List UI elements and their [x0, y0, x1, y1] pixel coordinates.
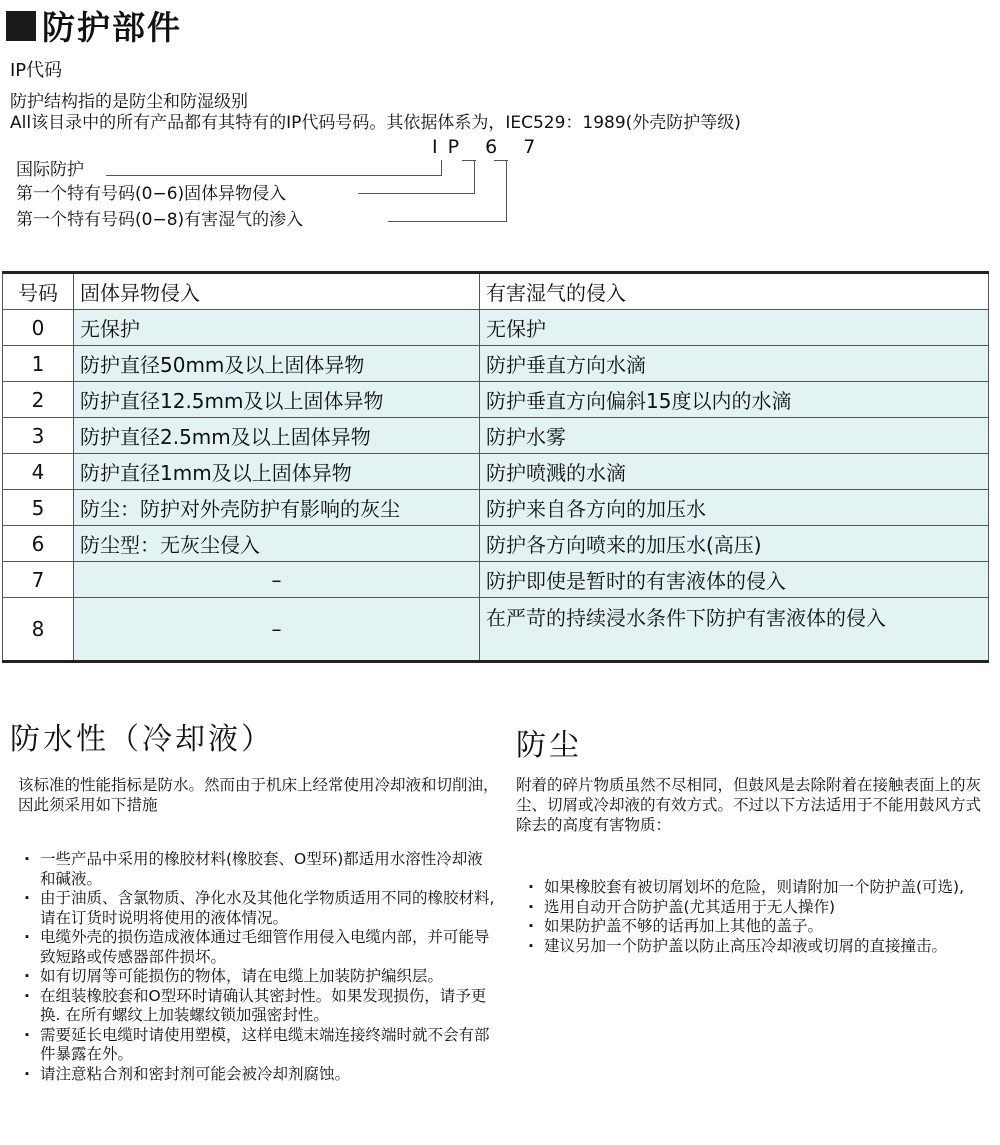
row-code: 5 [3, 490, 74, 526]
table-row [3, 310, 989, 346]
row-moisture: 防护水雾 [480, 418, 989, 454]
intro-line-1: 防护结构指的是防尘和防湿级别 [10, 92, 248, 112]
row-code: 2 [3, 382, 74, 418]
table-row [3, 562, 989, 598]
connector-vertical-second [506, 160, 507, 222]
row-moisture: 防护垂直方向偏斜15度以内的水滴 [480, 382, 989, 418]
connector-line-first [358, 193, 474, 194]
list-item: · 建议另加一个防护盖以防止高压冷却液或切屑的直接撞击。 [522, 937, 980, 957]
row-solid: 防尘型：无灰尘侵入 [74, 526, 480, 562]
list-item: · 如有切屑等可能损伤的物体，请在电缆上加装防护编织层。 [18, 967, 496, 987]
table-row [3, 526, 989, 562]
list-item: · 如果橡胶套有被切屑划坏的危险，则请附加一个防护盖(可选), [522, 878, 980, 898]
table-header-row [3, 273, 989, 310]
connector-line-second [388, 221, 506, 222]
connector-bracket-first [462, 160, 476, 161]
table-row [3, 418, 989, 454]
label-international-protection: 国际防护 [16, 160, 84, 180]
dustproof-title: 防尘 [516, 728, 582, 763]
row-solid: – [74, 598, 480, 662]
connector-line-ip [106, 175, 442, 176]
row-solid: 防护直径2.5mm及以上固体异物 [74, 418, 480, 454]
row-code: 8 [3, 598, 74, 662]
label-first-digit: 第一个特有号码(0−6)固体异物侵入 [16, 184, 287, 204]
row-moisture: 防护即使是暂时的有害液体的侵入 [480, 562, 989, 598]
row-moisture: 无保护 [480, 310, 989, 346]
row-code: 3 [3, 418, 74, 454]
dustproof-intro: 附着的碎片物质虽然不尽相同，但鼓风是去除附着在接触表面上的灰尘、切屑或冷却液的有效方式。不过以下方法适用于不能用鼓风方式除去的高度有害物质： [516, 776, 982, 834]
connector-vertical-ip [441, 160, 442, 176]
table-row [3, 346, 989, 382]
waterproof-title: 防水性（冷却液） [10, 722, 274, 757]
row-code: 7 [3, 562, 74, 598]
page-title [6, 2, 182, 49]
list-item: · 需要延长电缆时请使用塑模，这样电缆末端连接终端时就不会有部件暴露在外。 [18, 1026, 496, 1065]
list-item: · 如果防护盖不够的话再加上其他的盖子。 [522, 917, 980, 937]
header-code: 号码 [3, 273, 74, 310]
row-code: 4 [3, 454, 74, 490]
table-row [3, 454, 989, 490]
row-solid: 防护直径1mm及以上固体异物 [74, 454, 480, 490]
row-solid: 防尘：防护对外壳防护有影响的灰尘 [74, 490, 480, 526]
title-square-icon [6, 11, 36, 41]
connector-bracket-second [494, 160, 508, 161]
row-moisture: 防护各方向喷来的加压水(高压) [480, 526, 989, 562]
row-solid: 防护直径12.5mm及以上固体异物 [74, 382, 480, 418]
waterproof-bullet-list [18, 850, 496, 1084]
ip-code-table [2, 271, 989, 663]
row-code: 6 [3, 526, 74, 562]
header-solid: 固体异物侵入 [74, 273, 480, 310]
list-item: · 电缆外壳的损伤造成液体通过毛细管作用侵入电缆内部，并可能导致短路或传感器部件损坏。 [18, 928, 496, 967]
list-item: · 请注意粘合剂和密封剂可能会被冷却剂腐蚀。 [18, 1065, 496, 1085]
list-item: · 选用自动开合防护盖(尤其适用于无人操作) [522, 898, 980, 918]
connector-vertical-first [474, 160, 475, 194]
row-code: 1 [3, 346, 74, 382]
list-item: · 一些产品中采用的橡胶材料(橡胶套、O型环)都适用水溶性冷却液和碱液。 [18, 850, 496, 889]
table-row [3, 490, 989, 526]
ip-code-heading: IP代码 [10, 60, 63, 81]
table-row [3, 382, 989, 418]
row-moisture: 防护喷溅的水滴 [480, 454, 989, 490]
row-solid: 无保护 [74, 310, 480, 346]
dustproof-bullet-list [522, 878, 980, 956]
row-code: 0 [3, 310, 74, 346]
list-item: · 在组装橡胶套和O型环时请确认其密封性。如果发现损伤，请予更换. 在所有螺纹上加装螺纹锁加强密封性。 [18, 987, 496, 1026]
intro-line-2: All该目录中的所有产品都有其特有的IP代码号码。其依据体系为，IEC529：1989(外壳防护等级) [10, 113, 741, 133]
row-moisture: 在严苛的持续浸水条件下防护有害液体的侵入 [480, 598, 989, 662]
row-solid: 防护直径50mm及以上固体异物 [74, 346, 480, 382]
table-row [3, 598, 989, 662]
page-title-text: 防护部件 [42, 8, 182, 47]
row-solid: – [74, 562, 480, 598]
list-item: · 由于油质、含氯物质、净化水及其他化学物质适用不同的橡胶材料,请在订货时说明将使用的液体情况。 [18, 889, 496, 928]
row-moisture: 防护来自各方向的加压水 [480, 490, 989, 526]
ip-code-example: IP 6 7 [432, 136, 546, 158]
row-moisture: 防护垂直方向水滴 [480, 346, 989, 382]
header-moisture: 有害湿气的侵入 [480, 273, 989, 310]
waterproof-intro: 该标准的性能指标是防水。然而由于机床上经常使用冷却液和切削油，因此须采用如下措施 [18, 776, 499, 814]
label-second-digit: 第一个特有号码(0−8)有害湿气的渗入 [16, 210, 304, 230]
